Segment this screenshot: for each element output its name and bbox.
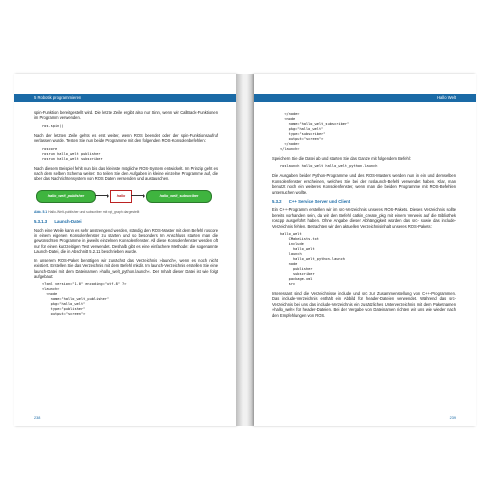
right-code-1: </node> <node name="hallo_welt_subscriber" pkg="hallo_welt" type="subscriber" output="screen"> </node> </launch> bbox=[280, 112, 350, 151]
left-content bbox=[34, 110, 218, 321]
right-section-title: C++ Service Server und Client bbox=[288, 199, 351, 205]
subscriber-node: hallo_welt_subscriber bbox=[146, 190, 212, 203]
left-paragraph-2: Nach der letzten Zeile gehts es erst weiter, wenn ROS beendet oder der spin-Funktionsaufruf verlassen wurde. Testen Sie nun beide Programme mit den folgenden ROS-Konsolenbefehlen: bbox=[34, 132, 218, 144]
left-page bbox=[14, 74, 236, 426]
right-page-number: 239 bbox=[449, 416, 456, 420]
arrow-publisher-to-topic bbox=[95, 195, 108, 196]
right-code-3: hallo_welt CMakeLists.txt include hallo_welt launch hallo_welt_python.launch node publisher subscriber package.xml src bbox=[280, 232, 345, 287]
figure-caption bbox=[34, 210, 218, 215]
right-paragraph-1: Speichern Sie die Datei ab und starten Sie das Ganze mit folgendem Befehl: bbox=[272, 156, 411, 161]
figure-caption-text: Hallo-Welt-publisher und subscriber mit rqt_graph dargestellt bbox=[48, 209, 140, 214]
publisher-node: hallo_welt_publisher bbox=[36, 190, 96, 203]
book-spine bbox=[236, 74, 254, 426]
right-code-2: roslaunch hallo_welt hallo_welt_python.launch bbox=[280, 164, 378, 169]
right-section-number: 5.3.2 bbox=[272, 199, 282, 205]
left-code-1: ros.spin() bbox=[42, 123, 64, 128]
figure-caption-label: Abb. 5.1 bbox=[34, 209, 48, 214]
left-section-number: 5.3.1.3 bbox=[34, 219, 48, 225]
right-content bbox=[272, 110, 456, 321]
left-header-bar bbox=[14, 94, 236, 102]
left-section-title: Launch-Datei bbox=[54, 219, 82, 225]
book-spread bbox=[14, 74, 486, 426]
left-paragraph-4: Noch eine Weile kann es sehr anstrengend werden, ständig den ROS-Master mit dem Befehl roscore in einem eigenen Konsolenfenster zu starten und so besonders Im Anschluss starten man die gewünschten Programme in jeweils einzelnen Konsolenfenster. All diese Konsolenfenster werden oft nur für einen kurzzeitigen Test verwendet. Deshalb gibt es eine einfachere Methode: die sogenannte Launch-Datei, die in Abschnitt 5.2.11 beschrieben wurde. bbox=[34, 227, 218, 255]
left-code-3: <?xml version="1.0" encoding="utf-8" ?> <launch> <node name="hallo_welt_publisher" pkg="hallo_welt" type="publisher" output="screen"> bbox=[42, 282, 127, 317]
left-section-heading bbox=[34, 219, 218, 224]
right-paragraph-4: Interessant sind die Verzeichnisse include und src zur Zusammenstellung von C++-Programmen. Das include-Verzeichnis enthält ein Abbild für header-Dateien verwendet. Während das src-Verzeichnis bei uns das include-Verzeichnis ein zusätzliches Unterverzeichnis mit dem Paketnamen »hallo_welt« für header-Dateien. Bei der Vergabe von Dateinamen richten wir uns wie wieder nach den Empfehlungen von ROS. bbox=[272, 291, 456, 318]
left-code-2: roscore rosrun hallo_welt publisher rosrun hallo_welt subscriber bbox=[42, 146, 103, 161]
right-paragraph-2: Die Ausgaben beider Python-Programme und des ROS-Masters werden nun in ein und demselben Konsolenfenster erscheinen, welches Sie bei der roslaunch-Befehl verwendet haben. Klar, man benutzt noch ein weiteres Konsolenfenster, wenn man die beiden Programme mit ROS-Befehlen untersuchen wollte. bbox=[272, 173, 456, 195]
right-header-bar bbox=[254, 94, 476, 102]
right-paragraph-3: Ein C++-Programm erstellen wir im src-Verzeichnis unseres ROS-Pakets. Dieses Verzeichnis sollte bereits vorhanden sein, da wir den Befehl catkin_create_pkg mit einem Verweis auf die Bibliothek roscpp ausgeführt haben. Ohne Angabe dieser Abhängigkeit würden das src- sowie das include-Verzeichnis fehlen. Betrachten wir den aktuellen Verzeichnisinhalt unseres ROS-Pakets: bbox=[272, 207, 456, 229]
left-paragraph-1: spin-Funktion bereitgestellt wird. Die letzte Zeile ergibt also nur Sinn, wenn wir CallBack-Funktionen im Programm verwenden. bbox=[34, 110, 218, 121]
arrow-topic-to-subscriber bbox=[131, 195, 144, 196]
left-running-header: 5 Robotik programmieren bbox=[34, 95, 82, 100]
right-running-header: Hallo Welt bbox=[436, 95, 456, 100]
right-section-heading bbox=[272, 199, 456, 204]
ros-graph-figure bbox=[34, 186, 218, 208]
right-page bbox=[254, 74, 476, 426]
left-paragraph-3: Nach diesem Beispiel fehlt nun bis das kleinste mögliche ROS-System entwickelt. Im Prinzip geht es nach dem selben Schema weiter: So teilen Sie den Aufgaben in kleine einzelne Programme auf, die über das Nachrichtensystem von ROS Daten versenden und austauschen. bbox=[34, 165, 218, 182]
topic-box: hallo bbox=[110, 190, 132, 203]
left-paragraph-5: In unserem ROS-Paket benötigen wir zunächst das Verzeichnis »launch«, wenn es noch nicht existiert. Erstellen Sie das Verzeichnis mit dem Befehl mkdir. Im launch-Verzeichnis erstellen Sie eine launch-Datei mit dem Dateinamen »hallo_welt_python.launch«. Der Inhalt dieser Datei ist wie folgt aufgebaut: bbox=[34, 257, 218, 279]
left-page-number: 238 bbox=[34, 416, 41, 420]
